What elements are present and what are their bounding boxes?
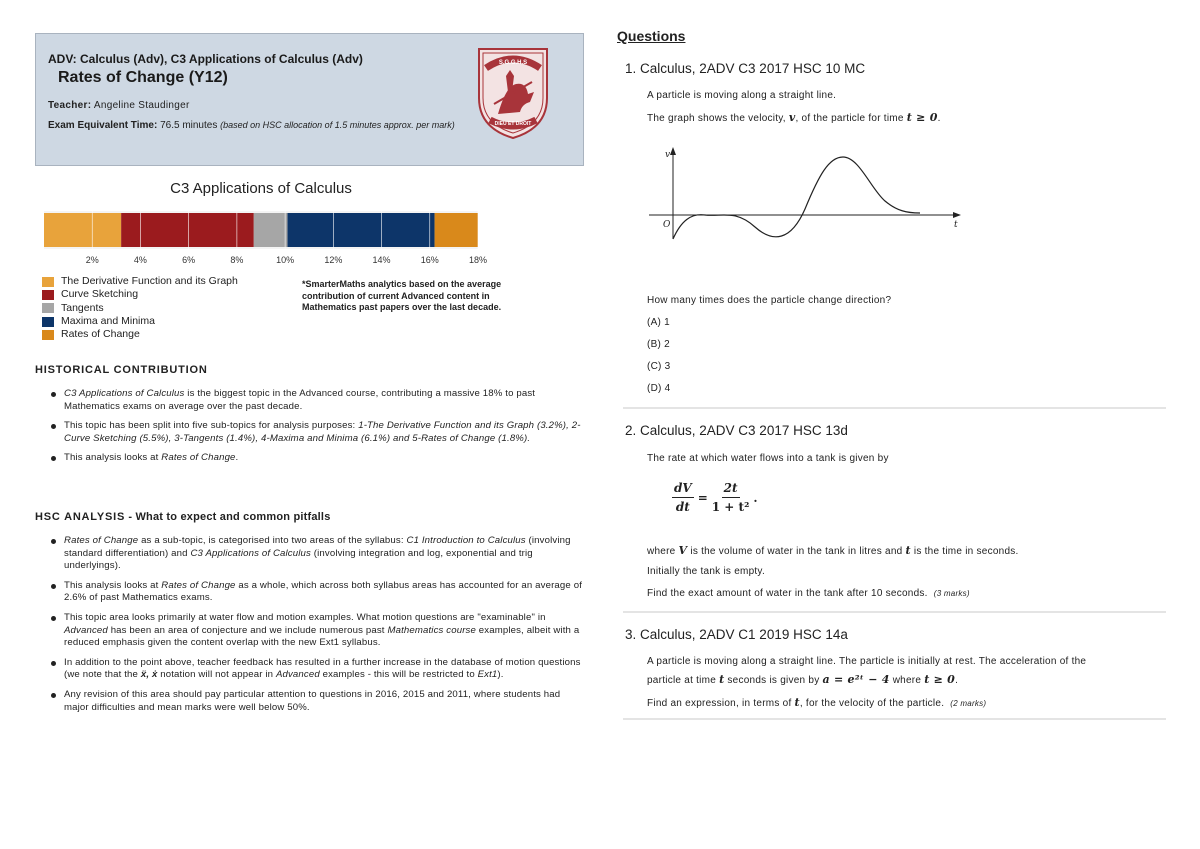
crest-text-top: S.G.G.H.S xyxy=(498,60,528,66)
legend-label: Rates of Change xyxy=(61,328,140,341)
q1-option-d: (D) 4 xyxy=(647,383,671,394)
list-item: Any revision of this area should pay particular attention to questions in 2016, 2015 and 2011, where students had major difficulties and mean marks were well below 50%. xyxy=(50,689,585,714)
q3-t-symbol: t xyxy=(719,673,725,686)
list-item: This analysis looks at Rates of Change as a whole, which across both syllabus areas has accounted for an average of 2.6% of past Mathematics exams. xyxy=(50,580,585,605)
q2-marks: (3 marks) xyxy=(933,589,970,598)
q3-condition: t ≥ 0 xyxy=(924,673,956,686)
x-tick-label: 16% xyxy=(420,255,439,265)
legend-swatch xyxy=(42,317,54,327)
bar-segment-5 xyxy=(435,213,478,247)
stacked-bar-chart xyxy=(35,205,495,267)
legend-label: Maxima and Minima xyxy=(61,314,155,327)
x-tick-label: 2% xyxy=(85,255,99,265)
list-item: In addition to the point above, teacher feedback has resulted in a further increase in the database of motion questions (we note that the ẍ, ẋ notation will not appear in Advanced examples - this will be restricted to Ext1). xyxy=(50,657,585,682)
exam-label: Exam Equivalent Time: xyxy=(48,120,158,131)
bar-segment-1 xyxy=(44,213,121,247)
q1-option-a: (A) 1 xyxy=(647,317,670,328)
q1-v-symbol: v xyxy=(788,111,796,124)
legend-item xyxy=(42,315,238,328)
chart-title: C3 Applications of Calculus xyxy=(170,180,352,197)
legend-item xyxy=(42,275,238,288)
q2-rate-equation: $\frac{dV}{dt}$ = $\frac{2t}{\text{1 + t²}}$ . xyxy=(674,481,758,514)
q1-line-2b: , of the particle for time xyxy=(795,113,907,124)
q3-line-3: Find an expression, in terms of t, for the velocity of the particle. (2 marks) xyxy=(647,696,987,709)
lhs-fraction: $\frac{dV}{dt}$ xyxy=(674,481,692,514)
teacher-name: Angeline Staudinger xyxy=(93,100,190,111)
exam-time-line xyxy=(48,118,468,133)
q1-line-1: A particle is moving along a straight line. xyxy=(647,90,837,101)
q1-prompt: How many times does the particle change direction? xyxy=(647,295,892,306)
v-axis-arrow xyxy=(670,147,676,155)
rhs-fraction: $\frac{2t}{\text{1 + t²}}$ xyxy=(711,481,750,514)
q2-line-4: Find the exact amount of water in the tank after 10 seconds. (3 marks) xyxy=(647,588,970,599)
list-item: This topic area looks primarily at water flow and motion examples. What motion questions are "examinable" in Advanced has been an area of conjecture and we include numerous past Mathematics course examples, albeit with a reduced emphasis given the content overlap with the new Ext1 syllabus. xyxy=(50,612,585,650)
topic-header-box xyxy=(35,33,584,166)
crest-text-bottom: DIEU ET DROIT xyxy=(494,121,532,127)
q3-acceleration-equation: a = e²ᵗ − 4 xyxy=(822,673,890,686)
x-tick-label: 14% xyxy=(372,255,391,265)
velocity-curve xyxy=(673,157,920,239)
bar-segment-2 xyxy=(121,213,254,247)
x-tick-label: 4% xyxy=(133,255,147,265)
hsc-analysis-heading xyxy=(35,511,331,523)
q2-line-1: The rate at which water flows into a tank is given by xyxy=(647,453,889,464)
q3-t-symbol-2: t xyxy=(794,696,800,709)
exam-value: 76.5 minutes xyxy=(160,120,218,131)
q2-line-2: where V is the volume of water in the tank in litres and t is the time in seconds. xyxy=(647,544,1019,557)
t-axis-label: t xyxy=(954,220,958,230)
divider-2 xyxy=(623,611,1166,613)
origin-label: O xyxy=(663,220,671,230)
legend-item xyxy=(42,288,238,301)
hsc-heading-sub: - What to expect and common pitfalls xyxy=(125,511,331,523)
page-title: Rates of Change (Y12) xyxy=(58,69,228,86)
q3-line-2: particle at time t seconds is given by a = e²ᵗ − 4 where t ≥ 0. xyxy=(647,673,959,686)
q2-line-3: Initially the tank is empty. xyxy=(647,566,765,577)
bar-segment-3 xyxy=(254,213,288,247)
school-crest-logo xyxy=(476,46,550,140)
question-2-title: 2. Calculus, 2ADV C3 2017 HSC 13d xyxy=(625,423,848,438)
divider-3 xyxy=(623,718,1166,720)
x-tick-label: 12% xyxy=(324,255,343,265)
q1-option-b: (B) 2 xyxy=(647,339,670,350)
legend-label: Tangents xyxy=(61,301,104,314)
exam-note: (based on HSC allocation of 1.5 minutes approx. per mark) xyxy=(220,120,455,130)
divider-1 xyxy=(623,407,1166,409)
x-tick-label: 6% xyxy=(182,255,196,265)
question-3-title: 3. Calculus, 2ADV C1 2019 HSC 14a xyxy=(625,627,848,642)
list-item: This topic has been split into five sub-topics for analysis purposes: 1-The Derivative Function and its Graph (3.2%), 2-Curve Sketching (5.5%), 3-Tangents (1.4%), 4-Maxima and Minima (6.1%) and 5-Rates of Change (1.8%). xyxy=(50,420,585,445)
historical-heading: HISTORICAL CONTRIBUTION xyxy=(35,364,208,376)
analytics-note: *SmarterMaths analytics based on the average contribution of current Advanced content in Mathematics past papers over the last decade. xyxy=(302,279,502,312)
legend-item xyxy=(42,302,238,315)
q3-line-1: A particle is moving along a straight line. The particle is initially at rest. The acceleration of the xyxy=(647,656,1087,667)
question-1-title: 1. Calculus, 2ADV C3 2017 HSC 10 MC xyxy=(625,61,866,76)
legend-swatch xyxy=(42,290,54,300)
teacher-label: Teacher: xyxy=(48,100,92,111)
legend-swatch xyxy=(42,277,54,287)
topic-line: ADV: Calculus (Adv), C3 Applications of Calculus (Adv) xyxy=(48,52,363,66)
teacher-line xyxy=(48,100,190,111)
q2-v-symbol: V xyxy=(678,544,688,557)
x-tick-label: 8% xyxy=(230,255,244,265)
q1-condition: t ≥ 0 xyxy=(906,111,938,124)
v-axis-label: v xyxy=(665,150,671,160)
velocity-time-graph xyxy=(645,143,965,243)
legend-swatch xyxy=(42,303,54,313)
list-item: Rates of Change as a sub-topic, is categorised into two areas of the syllabus: C1 Introduction to Calculus (involving standard differentiation) and C3 Applications of Calculus (involving integration and log, exponential and trig underlyings). xyxy=(50,535,585,573)
legend-label: The Derivative Function and its Graph xyxy=(61,275,238,287)
q2-t-symbol: t xyxy=(905,544,911,557)
legend-label: Curve Sketching xyxy=(61,288,139,301)
questions-heading: Questions xyxy=(617,28,686,44)
legend-item xyxy=(42,328,238,341)
list-item: This analysis looks at Rates of Change. xyxy=(50,452,585,465)
list-item: C3 Applications of Calculus is the biggest topic in the Advanced course, contributing a massive 18% to past Mathematics exams on average over the past decade. xyxy=(50,388,585,413)
x-tick-label: 18% xyxy=(468,255,488,265)
hsc-heading-main: HSC ANALYSIS xyxy=(35,511,126,523)
x-tick-label: 10% xyxy=(276,255,295,265)
bar-segment-4 xyxy=(288,213,435,247)
hsc-bullet-list xyxy=(50,535,585,721)
q1-line-2a: The graph shows the velocity, xyxy=(647,113,789,124)
chart-legend xyxy=(42,275,238,341)
q1-option-c: (C) 3 xyxy=(647,361,671,372)
historical-bullet-list xyxy=(50,388,585,472)
legend-swatch xyxy=(42,330,54,340)
q3-marks: (2 marks) xyxy=(950,699,987,708)
q1-line-2: The graph shows the velocity, v, of the particle for time t ≥ 0. xyxy=(647,111,941,124)
t-axis-arrow xyxy=(953,212,961,218)
